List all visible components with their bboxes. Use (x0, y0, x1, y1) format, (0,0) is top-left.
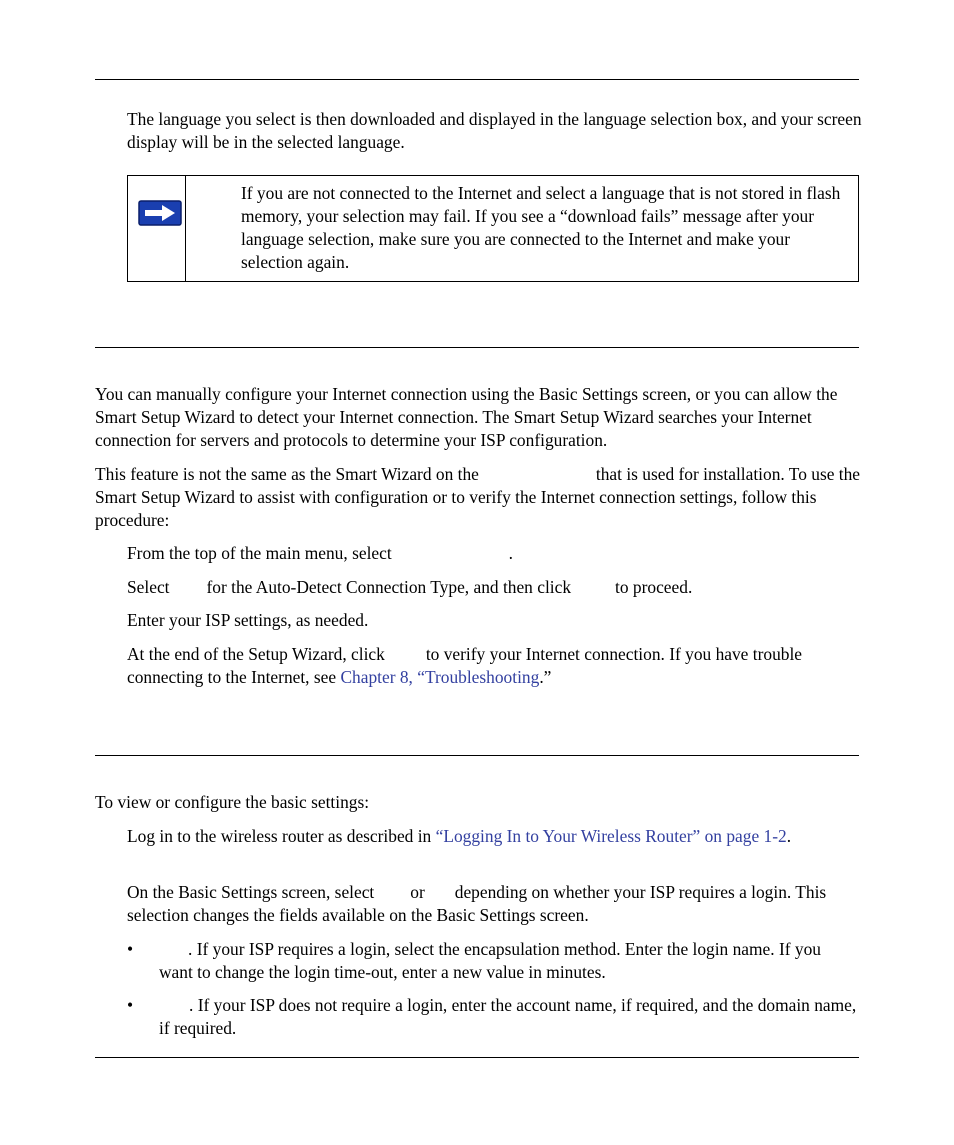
top-rule (95, 79, 859, 80)
basic-step2-b: or (410, 882, 425, 902)
basic-step2-a: On the Basic Settings screen, select (127, 882, 375, 902)
wizard-step4-b: to verify your Internet connection. If you have trouble connecting to the Internet, see (127, 644, 803, 687)
intro-text: The language you select is then downloaded and displayed in the language selection box, and your screen display will be in the selected language. (127, 109, 862, 152)
wizard-step-2 (127, 576, 867, 599)
note-box (127, 175, 859, 282)
wizard-para2-a: This feature is not the same as the Smart Wizard on the (95, 464, 479, 484)
basic-bullet2-text: . If your ISP does not require a login, enter the account name, if required, and the domain name, if required. (159, 995, 857, 1038)
basic-bullet-2 (159, 994, 859, 1040)
wizard-para1-text: You can manually configure your Internet connection using the Basic Settings screen, or you can allow the Smart Setup Wizard to detect your Internet connection. The Smart Setup Wizard searches your Internet connection for servers and protocols to determine your ISP configuration. (95, 384, 838, 450)
right-arrow-icon (138, 200, 182, 226)
wizard-paragraph-1 (95, 383, 865, 452)
basic-step1-b: . (786, 826, 792, 846)
bullet-marker-1: • (127, 939, 134, 959)
troubleshooting-chapter-link[interactable]: Chapter 8, “Troubleshooting (340, 667, 540, 687)
bullet-marker-2: • (127, 995, 134, 1015)
wizard-step-1 (127, 542, 867, 565)
wizard-step4-a: At the end of the Setup Wizard, click (127, 644, 385, 664)
basic-bullet-1 (159, 938, 859, 984)
section-rule-basic (95, 755, 859, 756)
basic-bullet1-text: . If your ISP requires a login, select the encapsulation method. Enter the login name. If you want to change the login time-out, enter a new value in minutes. (159, 939, 821, 982)
wizard-step-3 (127, 609, 867, 632)
wizard-step2-c: to proceed. (615, 577, 693, 597)
logging-in-link[interactable]: “Logging In to Your Wireless Router” on page 1-2 (435, 826, 787, 846)
wizard-para2-b: that is used for installation. (595, 464, 785, 484)
wizard-step4-c: .” (539, 667, 552, 687)
wizard-step3-text: Enter your ISP settings, as needed. (127, 610, 369, 630)
wizard-step2-b: for the Auto-Detect Connection Type, and then click (206, 577, 572, 597)
basic-intro-text: To view or configure the basic settings: (95, 792, 370, 812)
wizard-step1-a: From the top of the main menu, select (127, 543, 392, 563)
wizard-step2-a: Select (127, 577, 170, 597)
intro-paragraph (127, 108, 862, 154)
wizard-step-4 (127, 643, 862, 689)
note-text: If you are not connected to the Internet and select a language that is not stored in flash memory, your selection may fail. If you see a “download fails” message after your language selection, make sure you are connected to the Internet and make your selection again. (241, 183, 841, 272)
note-divider (185, 176, 186, 281)
basic-step2-c: depending on whether your ISP requires a login. This selection changes the fields available on the Basic Settings screen. (127, 882, 827, 925)
bottom-rule (95, 1057, 859, 1058)
section-rule-wizard (95, 347, 859, 348)
basic-step-2 (127, 881, 862, 927)
basic-step1-a: Log in to the wireless router as described in (127, 826, 432, 846)
wizard-paragraph-2 (95, 463, 863, 532)
basic-step-1 (127, 825, 817, 848)
wizard-para2-c: To use the Smart Setup Wizard to assist with configuration or to verify the Internet connection settings, follow this procedure: (95, 464, 861, 530)
wizard-step1-b: . (508, 543, 514, 563)
basic-intro (95, 791, 865, 814)
